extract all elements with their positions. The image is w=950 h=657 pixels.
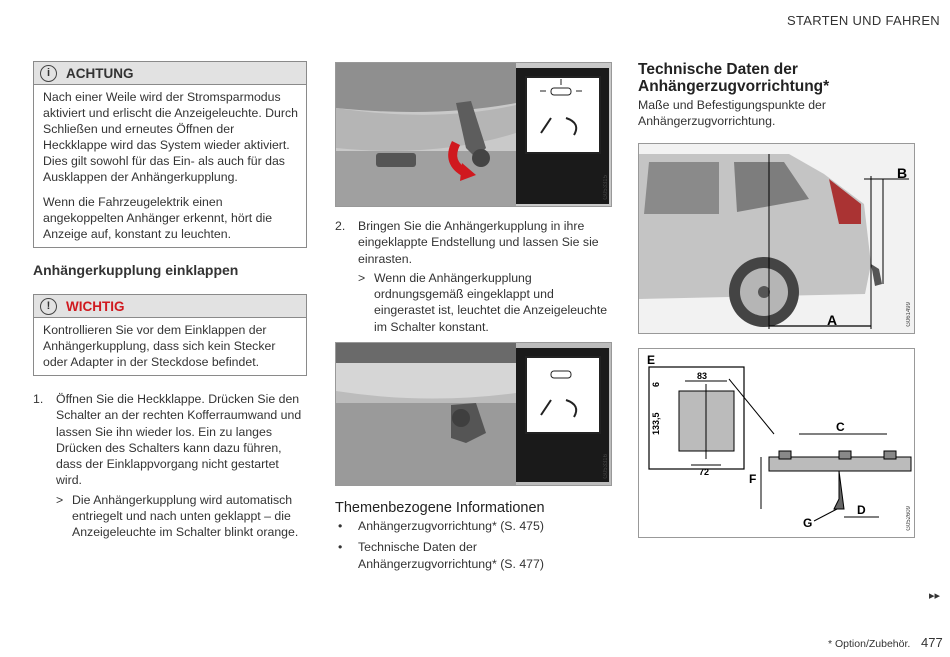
car-dimensions-illustration [639, 144, 915, 334]
step-2-result: Wenn die Anhängerkupplung ordnungsgemäß eingeklappt und eingerastet ist, leuchtet die Anzeigeleuchte im Schalter konstant. [374, 270, 608, 334]
related-link-2[interactable]: Technische Daten der Anhängerzugvorrichtung* (S. 477) [358, 540, 544, 571]
wichtig-title: WICHTIG [66, 298, 125, 314]
achtung-paragraph-1: Nach einer Weile wird der Stromsparmodus aktiviert und erlischt die Anzeigeleuchte. Durch Schließen und erneutes Öffnen der Heckklappe wird das System wieder aktiviert. Dies gilt sowohl für das Ein- als auch für das Ausklappen der Anhängerkupplung. [43, 90, 298, 184]
step-1 [33, 391, 308, 541]
figure-code-2: G053316 [603, 454, 609, 479]
dim-133-5: 133,5 [651, 412, 661, 435]
dim-label-e: E [647, 353, 656, 367]
figure-code-3: G061499 [906, 302, 912, 327]
achtung-header [34, 62, 306, 85]
coupling-folding-illustration [336, 63, 612, 207]
step-2-result-marker: > [358, 270, 366, 285]
figure-coupling-folding [335, 62, 612, 207]
info-icon: i [40, 65, 57, 82]
dim-label-b: B [897, 165, 908, 181]
step-1-result: Die Anhängerkupplung wird automatisch entriegelt und nach unten geklappt – die Anzeigeleuchte im Schalter blinkt orange. [72, 492, 299, 540]
bullet: • [338, 519, 343, 533]
page-number: 477 [921, 635, 943, 650]
figure-car-dimensions [638, 143, 915, 334]
footnote: * Option/Zubehör. [828, 638, 911, 650]
mounting-points-diagram [639, 349, 915, 538]
achtung-box [33, 61, 307, 248]
step-1-result-marker: > [56, 492, 64, 507]
figure-mounting-points [638, 348, 915, 538]
related-link-1[interactable]: Anhängerzugvorrichtung* (S. 475) [358, 519, 544, 533]
coupling-folded-illustration [336, 343, 612, 486]
technische-heading: Technische Daten der Anhängerzugvorrichtung* [638, 61, 830, 95]
related-heading: Themenbezogene Informationen [335, 500, 545, 516]
wichtig-paragraph: Kontrollieren Sie vor dem Einklappen der Anhängerkupplung, dass sich kein Stecker oder Adapter in der Steckdose befindet. [43, 323, 276, 369]
figure-coupling-folded [335, 342, 612, 486]
section-header: STARTEN UND FAHREN [787, 13, 940, 28]
bullet: • [338, 540, 343, 555]
related-list [335, 518, 605, 577]
dim-83: 83 [697, 371, 708, 381]
step-2-number: 2. [335, 219, 346, 233]
related-item-1[interactable] [335, 518, 605, 534]
einklappen-heading: Anhängerkupplung einklappen [33, 262, 239, 278]
technische-intro: Maße und Befestigungspunkte der Anhängerzugvorrichtung. [638, 98, 826, 129]
achtung-paragraph-2: Wenn die Fahrzeugelektrik einen angekoppelten Anhänger erkennt, hört die Anzeige auf, konstant zu leuchten. [43, 195, 273, 241]
dim-72: 72 [699, 467, 710, 477]
dim-label-f: F [749, 472, 757, 486]
dim-label-d: D [857, 503, 866, 517]
dim-label-g: G [803, 516, 813, 530]
dim-label-a: A [827, 312, 838, 328]
warning-icon: ! [40, 298, 57, 315]
figure-code-4: G052609 [906, 506, 912, 531]
dim-label-c: C [836, 420, 845, 434]
step-1-number: 1. [33, 392, 44, 406]
step-2 [335, 218, 610, 335]
achtung-title: ACHTUNG [66, 65, 134, 81]
step-1-text: Öffnen Sie die Heckklappe. Drücken Sie den Schalter an der rechten Kofferraumwand und lassen Sie ihn wieder los. Ein zu langes Drücken des Schalters kann dazu führen, dass der Einklappvorgang nicht gestartet wird. [56, 392, 302, 488]
dim-6: 6 [651, 381, 661, 387]
wichtig-box [33, 294, 307, 376]
step-2-text: Bringen Sie die Anhängerkupplung in ihre eingeklappte Endstellung und lassen Sie sie einrasten. [358, 219, 599, 266]
related-item-2[interactable] [335, 539, 605, 572]
wichtig-header [34, 295, 306, 318]
next-page-icon[interactable]: ▸▸ [928, 590, 940, 602]
figure-code-1: G053315 [603, 175, 609, 200]
